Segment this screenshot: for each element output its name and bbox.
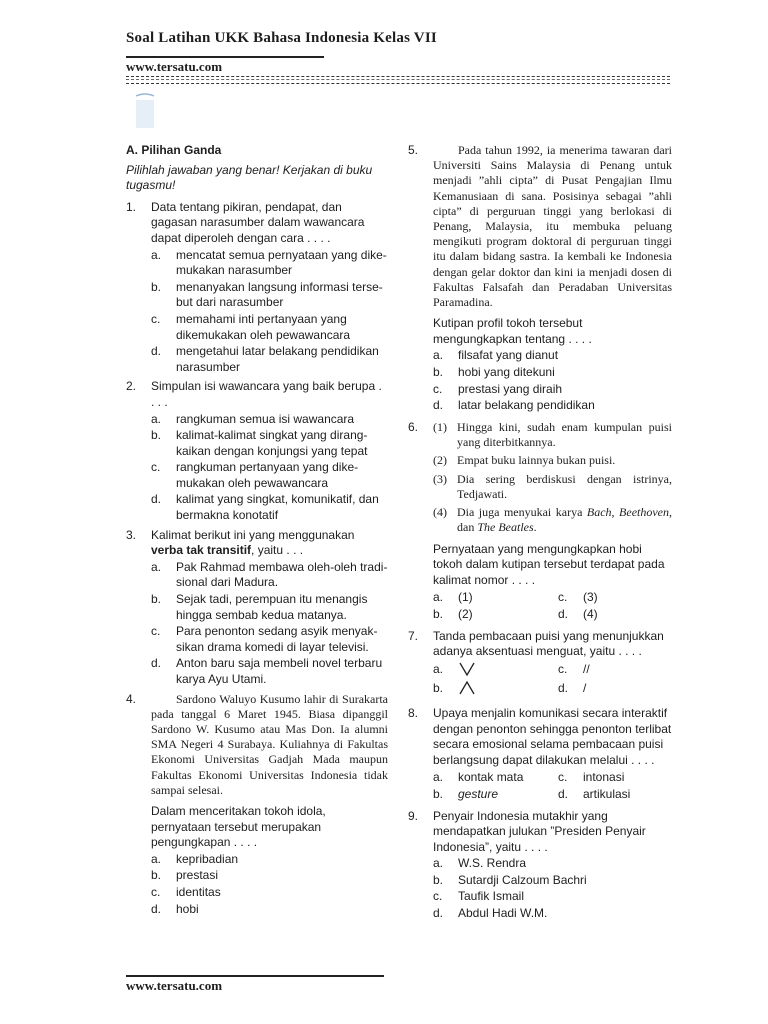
option-b-letter[interactable]: b.	[433, 606, 444, 621]
page-title: Soal Latihan UKK Bahasa Indonesia Kelas VII	[126, 30, 437, 46]
option-d[interactable]: d. hobi	[151, 901, 199, 916]
option-c[interactable]: c. memahami inti pertanyaan yang dikemukakan oleh pewawancara	[151, 311, 351, 342]
option-a[interactable]	[458, 662, 558, 681]
option-d-letter[interactable]: d.	[558, 606, 569, 621]
question-4	[126, 692, 388, 918]
option-d-letter[interactable]: d.	[558, 786, 569, 801]
option-b[interactable]: b. Sutardji Calzoum Bachri	[433, 872, 587, 887]
option-a-letter[interactable]: a.	[433, 770, 444, 785]
option-d-letter[interactable]: d.	[558, 681, 569, 696]
option-a[interactable]: a. kepribadian	[151, 851, 239, 866]
option-a[interactable]: kontak mata	[458, 770, 524, 785]
option-c[interactable]: c. identitas	[151, 884, 221, 899]
question-7	[408, 629, 672, 700]
question-3	[126, 528, 388, 688]
question-9	[408, 809, 672, 922]
option-b-letter[interactable]: b.	[433, 786, 444, 801]
option-d[interactable]: d. kalimat yang singkat, komunikatif, dan bermakna konotatif	[151, 492, 379, 523]
question-text: Tanda pembacaan puisi yang menunjukkan adanya aksentuasi menguat, yaitu . . . .	[433, 628, 664, 659]
question-number: 7.	[408, 628, 419, 643]
option-c[interactable]: c. Para penonton sedang asyik menyaksikan drama komedi di layar televisi.	[151, 624, 378, 654]
footer-rule	[126, 975, 384, 977]
question-prompt: Kutipan profil tokoh tersebut mengungkapkan tentang . . . .	[433, 316, 592, 346]
option-c[interactable]: //	[583, 661, 590, 676]
question-5	[408, 143, 672, 414]
option-b[interactable]: gesture	[458, 786, 499, 801]
question-number: 9.	[408, 808, 419, 823]
question-6	[408, 420, 672, 623]
question-text: Upaya menjalin komunikasi secara interaktif dengan penonton sehingga penonton terlibat secara emosional selama pembacaan puisi berlangsung dapat dilakukan melalui . . . .	[433, 705, 672, 767]
option-d[interactable]: artikulasi	[583, 786, 631, 801]
option-b-letter[interactable]: b.	[433, 681, 444, 696]
option-c[interactable]: c. prestasi yang diraih	[433, 381, 563, 396]
section-instruction: Pilihlah jawaban yang benar! Kerjakan di buku tugasmu!	[126, 162, 373, 193]
question-prompt: Dalam menceritakan tokoh idola, pernyataan tersebut merupakan pengungkapan . . . .	[151, 804, 326, 850]
option-d[interactable]: d. latar belakang pendidikan	[433, 398, 595, 413]
section-title: A. Pilihan Ganda	[126, 143, 222, 157]
question-number: 5.	[408, 143, 419, 157]
option-a[interactable]: a. filsafat yang dianut	[433, 348, 559, 363]
option-a[interactable]: a. mencatat semua pernyataan yang dikemukakan narasumber	[151, 247, 387, 278]
statement-3: (3) Dia sering berdiskusi dengan istrinya, Tedjawati.	[433, 471, 672, 501]
header-url[interactable]: www.tersatu.com	[126, 59, 223, 74]
option-a[interactable]: a. Pak Rahmad membawa oleh-oleh tradisional dari Madura.	[151, 559, 388, 590]
option-b[interactable]: b. hobi yang ditekuni	[433, 365, 555, 380]
question-8	[408, 706, 672, 803]
option-c[interactable]: (3)	[583, 590, 598, 605]
option-b[interactable]: b. kalimat-kalimat singkat yang dirangkaikan dengan konjungsi yang tepat	[151, 428, 368, 458]
option-d[interactable]: /	[583, 681, 587, 696]
option-b[interactable]: b. menanyakan langsung informasi tersebut dari narasumber	[151, 279, 383, 310]
question-number: 8.	[408, 705, 419, 720]
question-text: Simpulan isi wawancara yang baik berupa . . . .	[151, 379, 382, 409]
question-prompt: Pernyataan yang mengungkapkan hobi tokoh dalam kutipan tersebut terdapat pada kalimat nomor . . . .	[433, 541, 665, 587]
question-number: 2.	[126, 379, 137, 394]
question-passage: Sardono Waluyo Kusumo lahir di Surakarta pada tanggal 6 Maret 1945. Biasa dipanggil Sardono W. Kusumo atau Mas Don. Ia alumni SMA Negeri 4 Surabaya. Kuliahnya di Fakultas Ekonomi Universitas Gadjah Mada maupun Fakultas Ekonomi Universitas Indonesia tidak sampai selesai.	[151, 691, 388, 797]
question-number: 4.	[126, 691, 137, 706]
option-a-letter[interactable]: a.	[433, 661, 444, 676]
left-column	[126, 143, 388, 917]
option-b[interactable]: (2)	[458, 606, 473, 621]
question-text: Kalimat berikut ini yang menggunakan verba tak transitif, yaitu . . .	[151, 527, 355, 558]
v-mark-icon	[458, 662, 476, 676]
option-d[interactable]: d. Anton baru saja membeli novel terbaru karya Ayu Utami.	[151, 656, 383, 686]
footer-url[interactable]: www.tersatu.com	[126, 978, 223, 993]
question-2	[126, 379, 388, 523]
option-d[interactable]: d. Abdul Hadi W.M.	[433, 906, 548, 921]
statement-1: (1) Hingga kini, sudah enam kumpulan puisi yang diterbitkannya.	[433, 419, 672, 449]
option-c-letter[interactable]: c.	[558, 661, 568, 676]
header-double-rule-inner	[126, 79, 670, 80]
question-number: 1.	[126, 199, 137, 214]
question-1	[126, 200, 388, 376]
option-b[interactable]	[458, 681, 558, 700]
option-c[interactable]: c. Taufik Ismail	[433, 889, 525, 904]
statement-2: (2) Empat buku lainnya bukan puisi.	[433, 453, 616, 468]
option-a-letter[interactable]: a.	[433, 590, 444, 605]
question-number: 6.	[408, 419, 419, 434]
option-d[interactable]: (4)	[583, 606, 598, 621]
option-c[interactable]: c. rangkuman pertanyaan yang dikemukakan oleh pewawancara	[151, 460, 359, 490]
option-b[interactable]: b. Sejak tadi, perempuan itu menangis hingga sembab kedua matanya.	[151, 592, 368, 622]
caret-mark-icon	[458, 681, 476, 695]
statement-4: (4) Dia juga menyukai karya Bach, Beethoven, dan The Beatles.	[433, 505, 672, 535]
option-a[interactable]: a. W.S. Rendra	[433, 856, 527, 871]
question-number: 3.	[126, 527, 137, 542]
header-double-rule	[126, 76, 670, 84]
option-c[interactable]: intonasi	[583, 770, 625, 785]
option-c-letter[interactable]: c.	[558, 770, 568, 785]
decoration-icon	[134, 92, 156, 130]
option-b[interactable]: b. prestasi	[151, 868, 219, 883]
question-passage: Pada tahun 1992, ia menerima tawaran dari Universiti Sains Malaysia di Penang untuk menjadi ”ahli cipta” di Pusat Pengajian Ilmu Kemanusiaan di sana. Posisinya sebagai ”ahli cipta” di perguruan tinggi yang berlokasi di Penang, Malaysia, itu membuka peluang mengikuti program doktoral di perguruan tinggi itu dalam bidang sastra. Ia kembali ke Indonesia dengan gelar doktor dan kini ia menjadi dosen di Fakultas Falsafah dan Peradaban Universitas Paramadina.	[433, 143, 672, 310]
header-rule	[126, 56, 324, 58]
option-c-letter[interactable]: c.	[558, 590, 568, 605]
option-a[interactable]: (1)	[458, 590, 473, 605]
question-text: Penyair Indonesia mutakhir yang mendapatkan julukan ”Presiden Penyair Indonesia”, yaitu . . . .	[433, 808, 646, 854]
option-d[interactable]: d. mengetahui latar belakang pendidikan narasumber	[151, 344, 379, 374]
right-column	[408, 143, 672, 922]
question-text: Data tentang pikiran, pendapat, dan gagasan narasumber dalam wawancara dapat diperoleh dengan cara . . . .	[151, 199, 365, 245]
option-a[interactable]: a. rangkuman semua isi wawancara	[151, 411, 355, 426]
